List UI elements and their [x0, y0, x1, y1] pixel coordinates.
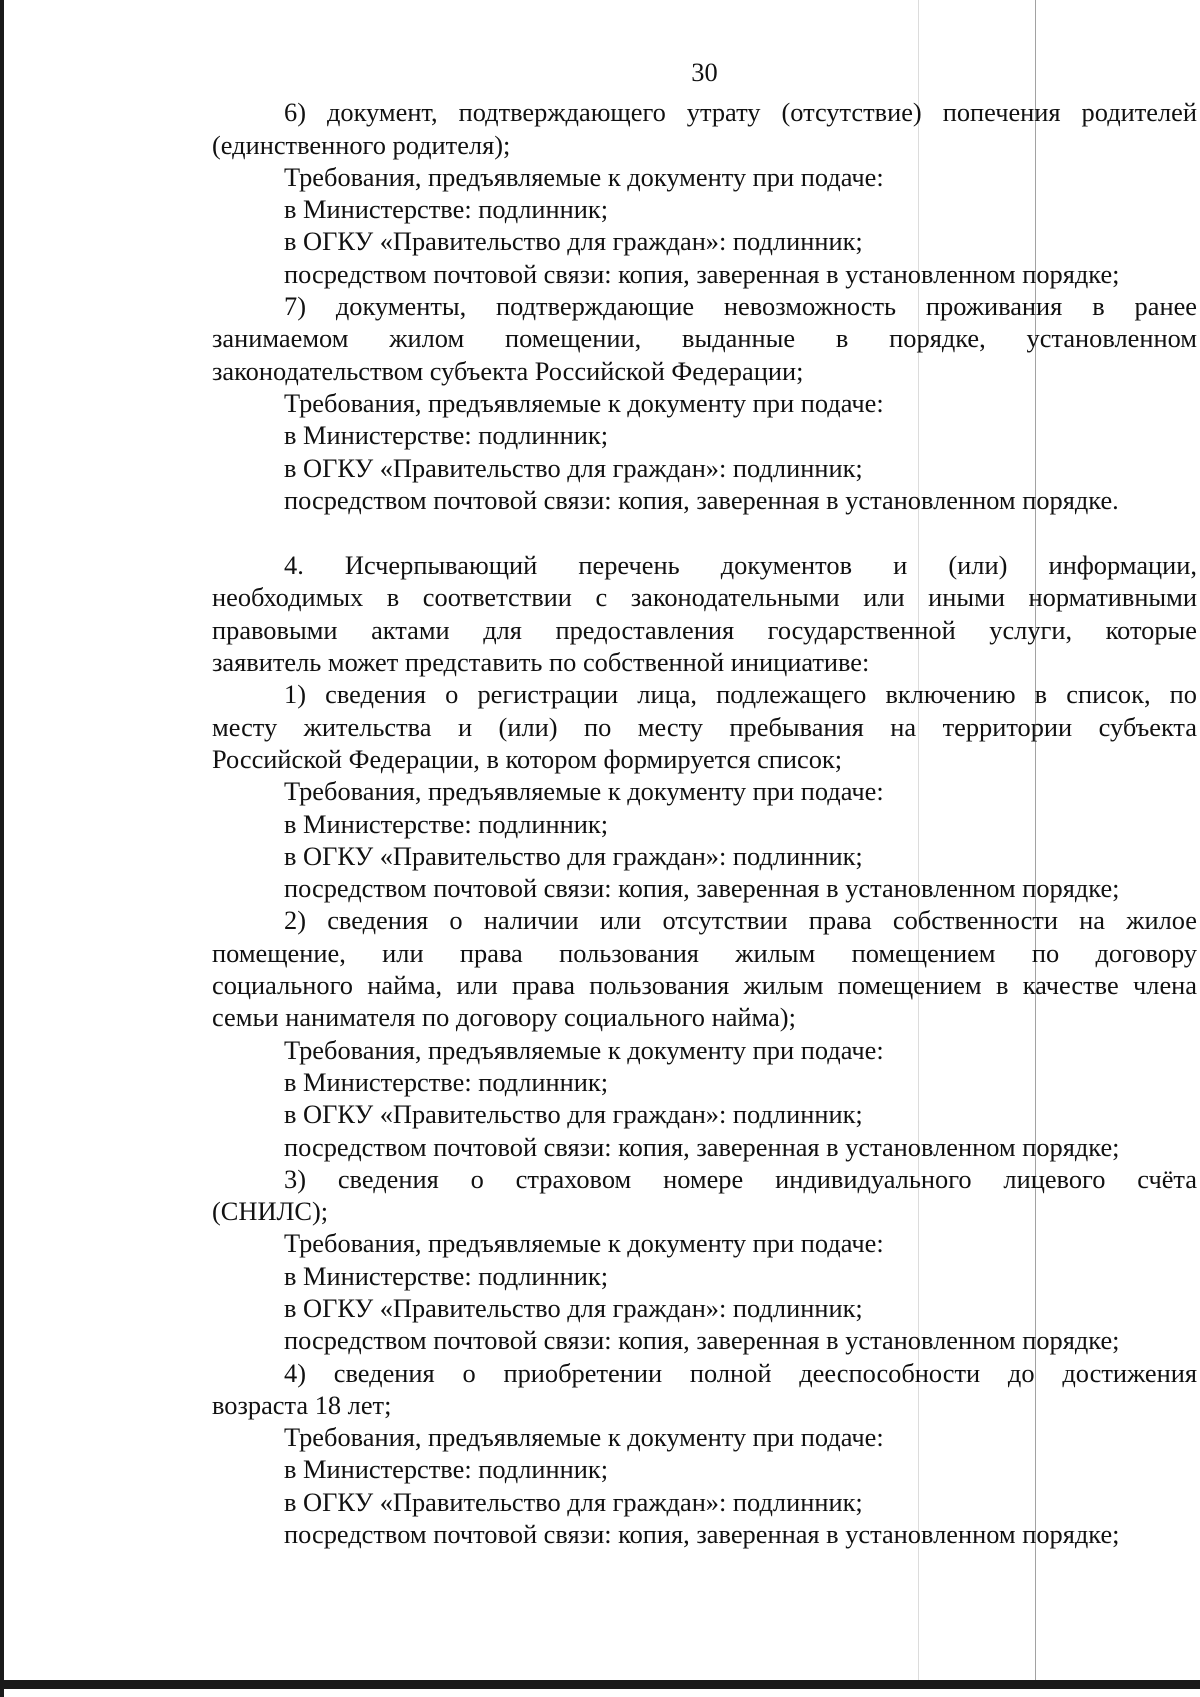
- requirement-line: Требования, предъявляемые к документу при подаче:: [284, 1034, 884, 1065]
- paragraph-line: законодательством субъекта Российской Федерации;: [212, 355, 804, 386]
- requirement-line: в Министерстве: подлинник;: [284, 420, 609, 451]
- requirement-line: посредством почтовой связи: копия, заверенная в установленном порядке;: [284, 258, 1120, 289]
- paragraph-gap: [212, 516, 1197, 549]
- paragraph-line: 3) сведения о страховом номере индивидуального лицевого счёта: [284, 1163, 1197, 1194]
- requirement-line: посредством почтовой связи: копия, заверенная в установленном порядке.: [284, 484, 1119, 515]
- requirement-line: в ОГКУ «Правительство для граждан»: подлинник;: [284, 1292, 863, 1323]
- paragraph-line: (СНИЛС);: [212, 1196, 329, 1227]
- requirement-line: Требования, предъявляемые к документу при подаче:: [284, 387, 884, 418]
- paragraph-line: возраста 18 лет;: [212, 1389, 392, 1420]
- paragraph-line: 4) сведения о приобретении полной дееспособности до достижения: [284, 1357, 1197, 1388]
- paragraph-line: необходимых в соответствии с законодательными или иными нормативными: [212, 582, 1197, 613]
- requirement-line: в ОГКУ «Правительство для граждан»: подлинник;: [284, 452, 863, 483]
- document-page: [212, 56, 1197, 1550]
- requirement-line: в ОГКУ «Правительство для граждан»: подлинник;: [284, 1486, 863, 1517]
- requirement-line: в ОГКУ «Правительство для граждан»: подлинник;: [284, 226, 863, 257]
- requirement-line: в ОГКУ «Правительство для граждан»: подлинник;: [284, 1099, 863, 1130]
- paragraph-line: Российской Федерации, в котором формируется список;: [212, 743, 843, 774]
- document-body: [212, 96, 1197, 1550]
- page-number: 30: [691, 57, 718, 87]
- paragraph-line: 6) документ, подтверждающего утрату (отсутствие) попечения родителей: [284, 97, 1197, 128]
- requirement-line: посредством почтовой связи: копия, заверенная в установленном порядке;: [284, 1131, 1120, 1162]
- paragraph-line: социального найма, или права пользования жилым помещением в качестве члена: [212, 970, 1197, 1001]
- requirement-line: посредством почтовой связи: копия, заверенная в установленном порядке;: [284, 1325, 1120, 1356]
- requirement-line: посредством почтовой связи: копия, заверенная в установленном порядке;: [284, 873, 1120, 904]
- requirement-line: Требования, предъявляемые к документу при подаче:: [284, 1228, 884, 1259]
- paragraph-line: правовыми актами для предоставления государственной услуги, которые: [212, 614, 1197, 645]
- requirement-line: в Министерстве: подлинник;: [284, 1260, 609, 1291]
- requirement-line: в Министерстве: подлинник;: [284, 1454, 609, 1485]
- paragraph-line: 7) документы, подтверждающие невозможность проживания в ранее: [284, 291, 1197, 322]
- paragraph-line: семьи нанимателя по договору социального найма);: [212, 1002, 796, 1033]
- paragraph-line: 1) сведения о регистрации лица, подлежащего включению в список, по: [284, 679, 1197, 710]
- paragraph-line: (единственного родителя);: [212, 129, 511, 160]
- requirement-line: Требования, предъявляемые к документу при подаче:: [284, 1422, 884, 1453]
- requirement-line: в Министерстве: подлинник;: [284, 808, 609, 839]
- paragraph-line: заявитель может представить по собственной инициативе:: [212, 647, 870, 678]
- paragraph-line: месту жительства и (или) по месту пребывания на территории субъекта: [212, 711, 1197, 742]
- paragraph-line: помещение, или права пользования жилым помещением по договору: [212, 937, 1197, 968]
- requirement-line: Требования, предъявляемые к документу при подаче:: [284, 161, 884, 192]
- scan-frame-left: [0, 0, 4, 1697]
- paragraph-line: 2) сведения о наличии или отсутствии права собственности на жилое: [284, 905, 1197, 936]
- requirement-line: в Министерстве: подлинник;: [284, 194, 609, 225]
- requirement-line: в ОГКУ «Правительство для граждан»: подлинник;: [284, 840, 863, 871]
- paragraph-line: занимаемом жилом помещении, выданные в порядке, установленном: [212, 323, 1197, 354]
- paragraph-line: 4. Исчерпывающий перечень документов и (или) информации,: [284, 550, 1197, 581]
- scan-frame-bottom: [0, 1680, 1200, 1689]
- requirement-line: Требования, предъявляемые к документу при подаче:: [284, 776, 884, 807]
- requirement-line: в Министерстве: подлинник;: [284, 1066, 609, 1097]
- requirement-line: посредством почтовой связи: копия, заверенная в установленном порядке;: [284, 1519, 1120, 1550]
